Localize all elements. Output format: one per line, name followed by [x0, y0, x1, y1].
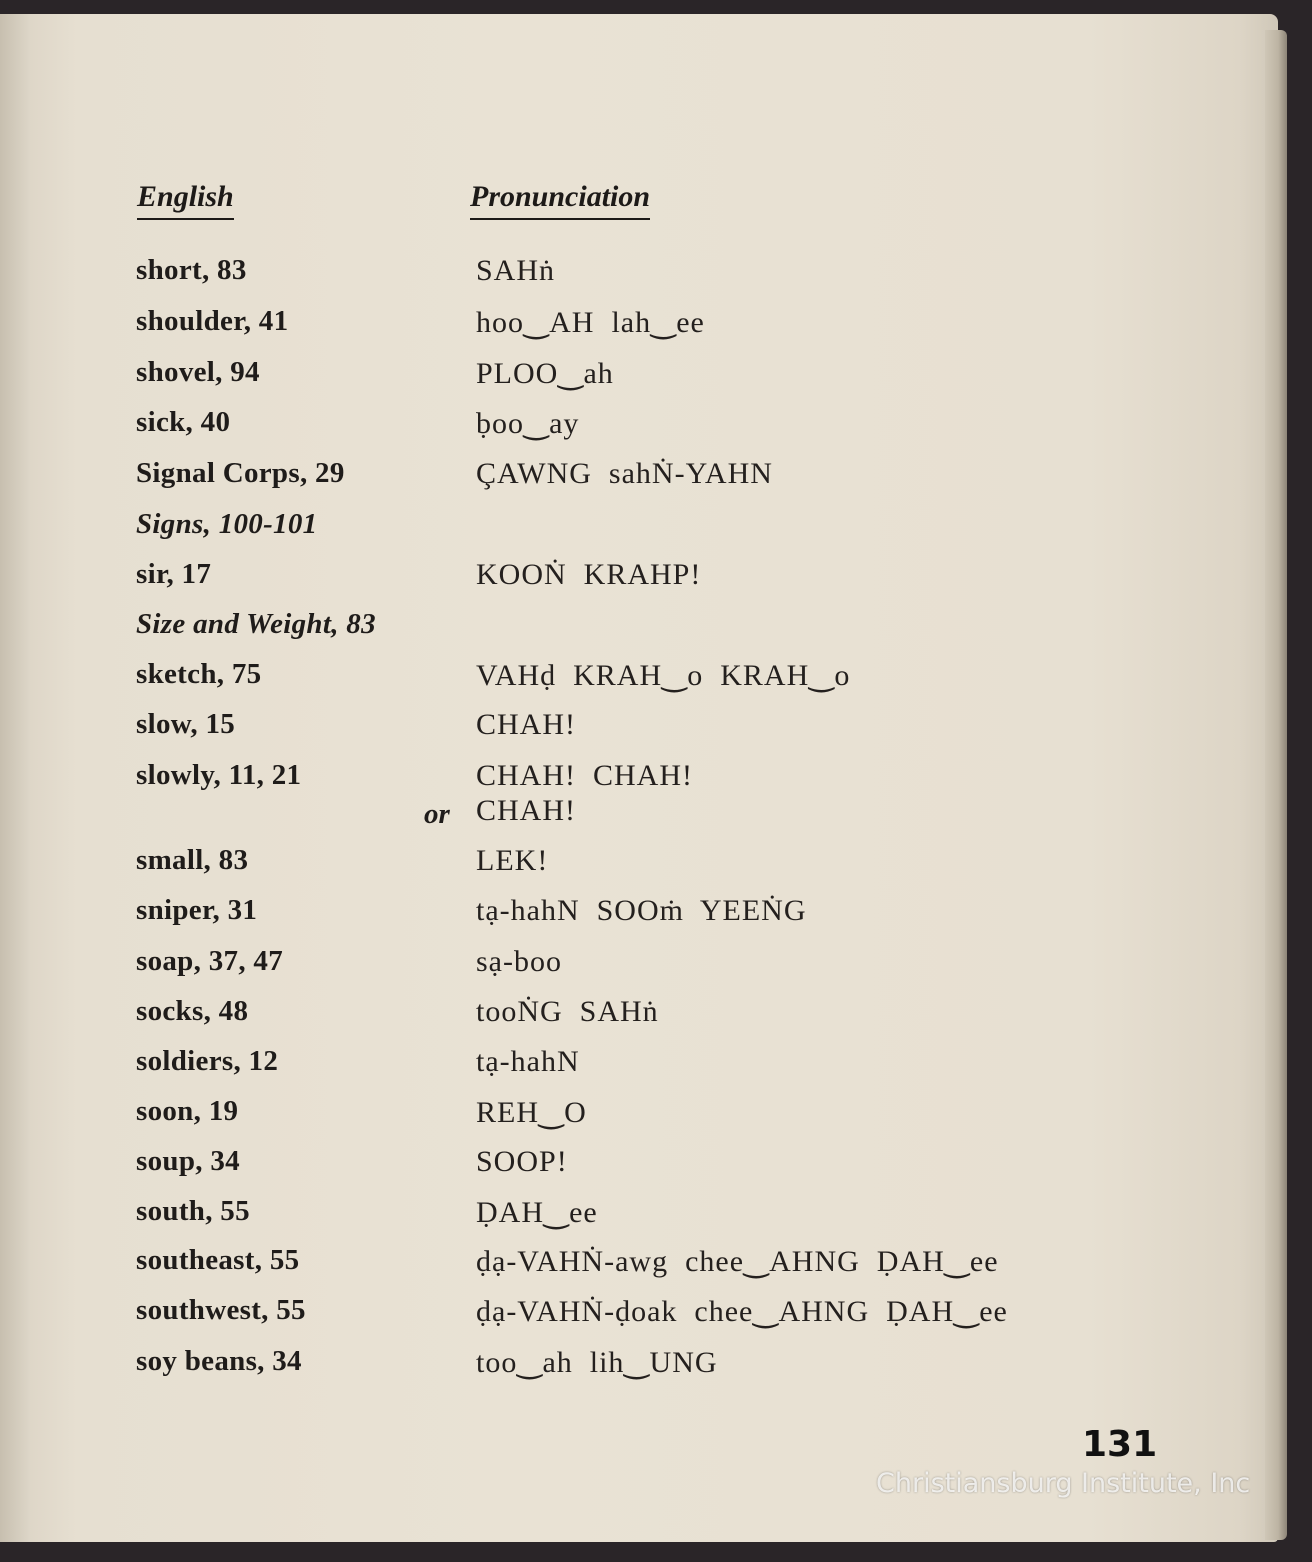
english-term: shoulder, 41	[136, 305, 289, 337]
page-number: 131	[1082, 1424, 1158, 1465]
pronunciation: ḅoo‿ay	[476, 407, 580, 440]
alternate-marker: or	[424, 798, 450, 830]
english-term: slow, 15	[136, 708, 236, 740]
pronunciation: CHAH!	[476, 708, 576, 741]
pronunciation: CHAH! CHAH!	[476, 759, 693, 792]
watermark-text: Christiansburg Institute, Inc	[876, 1468, 1251, 1499]
english-term: Signal Corps, 29	[136, 457, 345, 489]
pronunciation: SOOP!	[476, 1145, 568, 1178]
column-header-pronunciation: Pronunciation	[470, 180, 650, 220]
english-term: short, 83	[136, 254, 247, 286]
pronunciation: tooṄG SAHṅ	[476, 995, 659, 1028]
pronunciation: too‿ah lih‿UNG	[476, 1346, 718, 1379]
english-term: slowly, 11, 21	[136, 759, 302, 791]
pronunciation: sạ-boo	[476, 945, 562, 978]
pronunciation: tạ-hahN SOOṁ YEEṄG	[476, 894, 807, 927]
english-term: southwest, 55	[136, 1294, 306, 1326]
english-term: soon, 19	[136, 1095, 239, 1127]
pronunciation: KOOṄ KRAHP!	[476, 558, 702, 591]
section-heading: Size and Weight, 83	[136, 608, 376, 640]
english-term: southeast, 55	[136, 1244, 300, 1276]
english-term: sick, 40	[136, 406, 231, 438]
page-edge	[1265, 30, 1287, 1540]
pronunciation: ḌAH‿ee	[476, 1196, 598, 1229]
section-heading: Signs, 100-101	[136, 508, 318, 540]
pronunciation: ÇAWNG sahṄ-YAHN	[476, 457, 773, 490]
pronunciation: tạ-hahN	[476, 1045, 580, 1078]
pronunciation: ḍạ-VAHṄ-awg chee‿AHNG ḌAH‿ee	[476, 1245, 999, 1278]
pronunciation: LEK!	[476, 844, 549, 877]
english-term: soap, 37, 47	[136, 945, 284, 977]
english-term: sir, 17	[136, 558, 212, 590]
pronunciation: REH‿O	[476, 1096, 587, 1129]
pronunciation: SAHṅ	[476, 254, 556, 287]
english-term: south, 55	[136, 1195, 250, 1227]
english-term: soldiers, 12	[136, 1045, 279, 1077]
english-term: small, 83	[136, 844, 249, 876]
english-term: sketch, 75	[136, 658, 262, 690]
pronunciation-alternate: CHAH!	[476, 794, 576, 827]
pronunciation: VAHḍ KRAH‿o KRAH‿o	[476, 659, 851, 692]
pronunciation: ḍạ-VAHṄ-ḍoak chee‿AHNG ḌAH‿ee	[476, 1295, 1008, 1328]
english-term: socks, 48	[136, 995, 249, 1027]
english-term: shovel, 94	[136, 356, 260, 388]
english-term: soy beans, 34	[136, 1345, 302, 1377]
english-term: sniper, 31	[136, 894, 258, 926]
english-term: soup, 34	[136, 1145, 240, 1177]
pronunciation: hoo‿AH lah‿ee	[476, 306, 705, 339]
pronunciation: PLOO‿ah	[476, 357, 614, 390]
page-gutter	[0, 14, 30, 1542]
column-header-english: English	[137, 180, 234, 220]
